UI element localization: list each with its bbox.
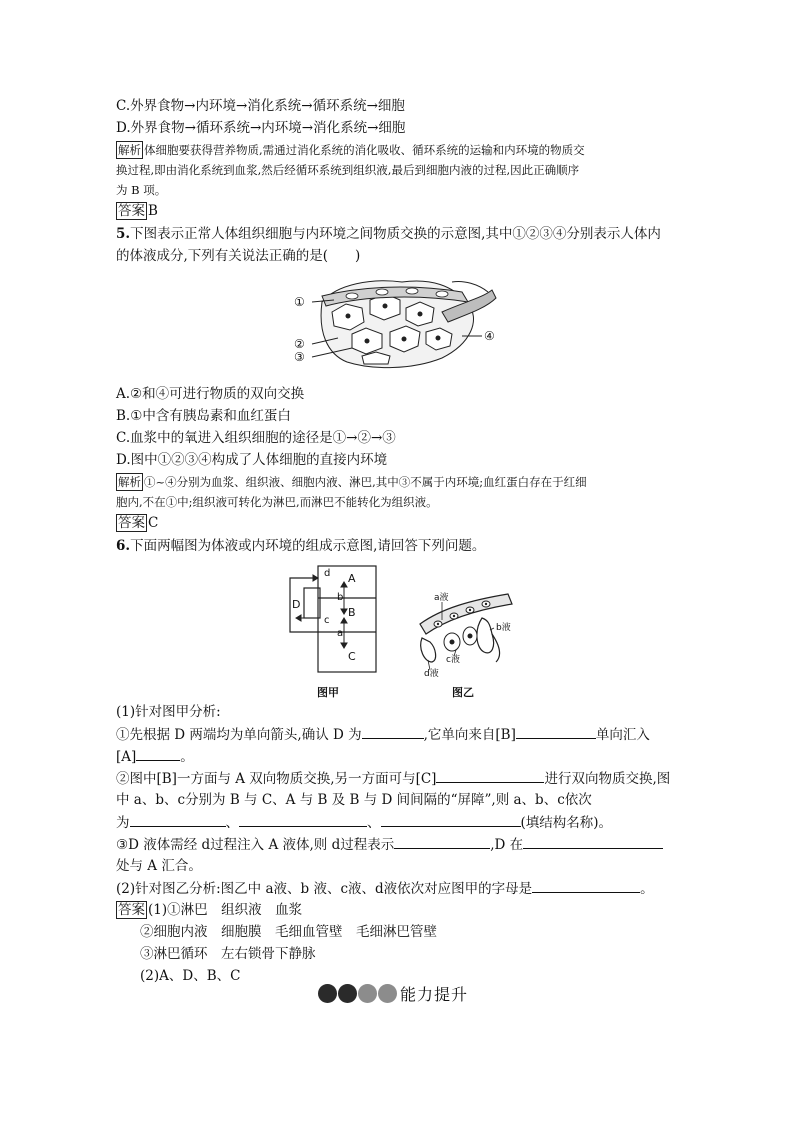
q6-p2-text-b: 。 — [640, 881, 654, 897]
blank-7[interactable] — [381, 812, 521, 827]
q5-option-b: B.①中含有胰岛素和血红蛋白 — [116, 408, 291, 424]
jia-label-b: b — [337, 592, 344, 603]
q6-answer-line-2: ②细胞内液 细胞膜 毛细血管壁 毛细淋巴管壁 — [140, 924, 437, 940]
blank-9[interactable] — [523, 834, 663, 849]
q4-answer — [116, 201, 158, 221]
analysis-tag: 解析 — [118, 475, 141, 489]
q5-answer — [116, 513, 158, 533]
q6-part1-q1-line-2 — [116, 746, 194, 767]
yi-label-a: a液 — [434, 593, 449, 603]
q6-q1-text-c: 单向汇入 — [595, 727, 650, 743]
q6-part1-q1-line-1 — [116, 724, 650, 745]
jia-label-d: d — [324, 568, 331, 579]
q4-analysis-line-2: 换过程,即由消化系统到血浆,然后经循环系统到组织液,最后到细胞内液的过程,因此正确顺序 — [116, 163, 580, 177]
fig-label-2: ② — [294, 337, 305, 351]
figure-jia-caption: 图甲 — [317, 686, 339, 699]
jia-label-a: a — [337, 628, 344, 639]
q6-q1-text-e: 。 — [180, 749, 194, 765]
jia-label-D: D — [292, 598, 301, 611]
jia-label-C: C — [348, 650, 356, 663]
jia-label-A: A — [348, 572, 356, 585]
q5-stem-text-1: 下图表示正常人体组织细胞与内环境之间物质交换的示意图,其中①②③④分别表示人体内 — [130, 226, 661, 242]
q5-analysis-text-1: ①~④分别为血浆、组织液、细胞内液、淋巴,其中③不属于内环境;血红蛋白存在于红细 — [144, 475, 587, 489]
q4-option-c: C.外界食物→内环境→消化系统→循环系统→细胞 — [116, 98, 405, 114]
q6-q3-text-a: ③D 液体需经 d过程注入 A 液体,则 d过程表示 — [116, 837, 395, 853]
q4-answer-value: B — [148, 203, 158, 219]
q5-analysis-line-1 — [116, 472, 587, 492]
figure-jia — [282, 560, 382, 676]
blank-8[interactable] — [394, 834, 490, 849]
blank-10[interactable] — [532, 878, 640, 893]
answer-tag: 答案 — [118, 515, 145, 531]
tissue-exchange-diagram — [292, 272, 502, 374]
blank-3[interactable] — [136, 746, 180, 761]
answer-tag: 答案 — [118, 902, 145, 918]
q6-q2-text-a: ②图中[B]一方面与 A 双向物质交换,另一方面可与[C] — [116, 771, 437, 787]
blank-5[interactable] — [130, 812, 226, 827]
q6-stem-text: 下面两幅图为体液或内环境的组成示意图,请回答下列问题。 — [130, 538, 486, 554]
q6-answer-line-1 — [116, 900, 302, 920]
q6-part1-q2-line-3 — [116, 812, 612, 833]
fig-label-4: ④ — [484, 329, 495, 343]
yi-label-d: d液 — [424, 669, 439, 679]
q6-q2-text-b: 进行双向物质交换,图 — [544, 771, 671, 787]
fig-label-1: ① — [294, 295, 305, 309]
q6-answer-line-3: ③淋巴循环 左右锁骨下静脉 — [140, 946, 316, 962]
q6-answer-line-4: (2)A、D、B、C — [140, 968, 241, 984]
q6-part1-head: (1)针对图甲分析: — [116, 704, 221, 720]
q4-analysis-line-1 — [116, 140, 585, 160]
blank-6[interactable] — [239, 812, 367, 827]
section-dot-icon — [358, 984, 377, 1003]
q4-analysis-text-1: 体细胞要获得营养物质,需通过消化系统的消化吸收、循环系统的运输和内环境的物质交 — [144, 143, 585, 157]
q5-option-c: C.血浆中的氧进入组织细胞的途径是①→②→③ — [116, 430, 396, 446]
section-dot-icon — [338, 984, 357, 1003]
q6-q1-text-b: ,它单向来自[B] — [423, 727, 516, 743]
blank-2[interactable] — [516, 724, 596, 739]
q6-q2-sep-2: 、 — [367, 815, 381, 831]
q6-q2-sep-1: 、 — [225, 815, 239, 831]
yi-label-b: b液 — [496, 623, 511, 633]
figure-yi-caption: 图乙 — [452, 686, 474, 699]
q5-stem-line-1 — [116, 224, 661, 244]
q6-q2-text-e: (填结构名称)。 — [520, 815, 613, 831]
jia-label-c: c — [324, 615, 330, 626]
q5-stem-line-2: 的体液成分,下列有关说法正确的是( ) — [116, 248, 361, 264]
q5-analysis-line-2: 胞内,不在①中;组织液可转化为淋巴,而淋巴不能转化为组织液。 — [116, 495, 438, 509]
section-dot-icon — [378, 984, 397, 1003]
q5-option-a: A.②和④可进行物质的双向交换 — [116, 386, 305, 402]
q5-number: 5. — [116, 226, 131, 242]
answer-tag: 答案 — [118, 203, 145, 219]
q6-p2-text-a: (2)针对图乙分析:图乙中 a液、b 液、c液、d液依次对应图甲的字母是 — [116, 881, 533, 897]
q6-part1-q2-line-1 — [116, 768, 670, 789]
section-header — [318, 982, 468, 1004]
analysis-tag: 解析 — [118, 143, 141, 157]
q6-part1-q3-line-1 — [116, 834, 663, 855]
blank-4[interactable] — [436, 768, 544, 783]
q6-part2 — [116, 878, 654, 899]
q6-q2-text-d: 为 — [116, 815, 130, 831]
fig-label-3: ③ — [294, 350, 305, 364]
q6-part1-q2-line-2: 中 a、b、c分别为 B 与 C、A 与 B 及 B 与 D 间间隔的“屏障”,则 a、b、c依次 — [116, 792, 592, 808]
q6-answer-1: (1)①淋巴 组织液 血浆 — [148, 902, 303, 918]
q6-part1-q3-line-2: 处与 A 汇合。 — [116, 858, 202, 874]
jia-label-B: B — [348, 606, 356, 619]
yi-label-c: c液 — [446, 655, 460, 665]
section-dot-icon — [318, 984, 337, 1003]
q6-q3-text-b: ,D 在 — [490, 837, 524, 853]
blank-1[interactable] — [362, 724, 424, 739]
q6-q1-text-a: ①先根据 D 两端均为单向箭头,确认 D 为 — [116, 727, 362, 743]
q4-option-d: D.外界食物→循环系统→内环境→消化系统→细胞 — [116, 120, 406, 136]
q6-number: 6. — [116, 538, 131, 554]
q5-answer-value: C — [148, 515, 159, 531]
q4-analysis-line-3: 为 B 项。 — [116, 183, 167, 197]
q5-option-d: D.图中①②③④构成了人体细胞的直接内环境 — [116, 452, 388, 468]
figure-yi — [412, 590, 522, 682]
q6-q1-text-d: [A] — [116, 749, 137, 765]
section-title: 能力提升 — [400, 984, 469, 1004]
q6-stem — [116, 536, 485, 556]
